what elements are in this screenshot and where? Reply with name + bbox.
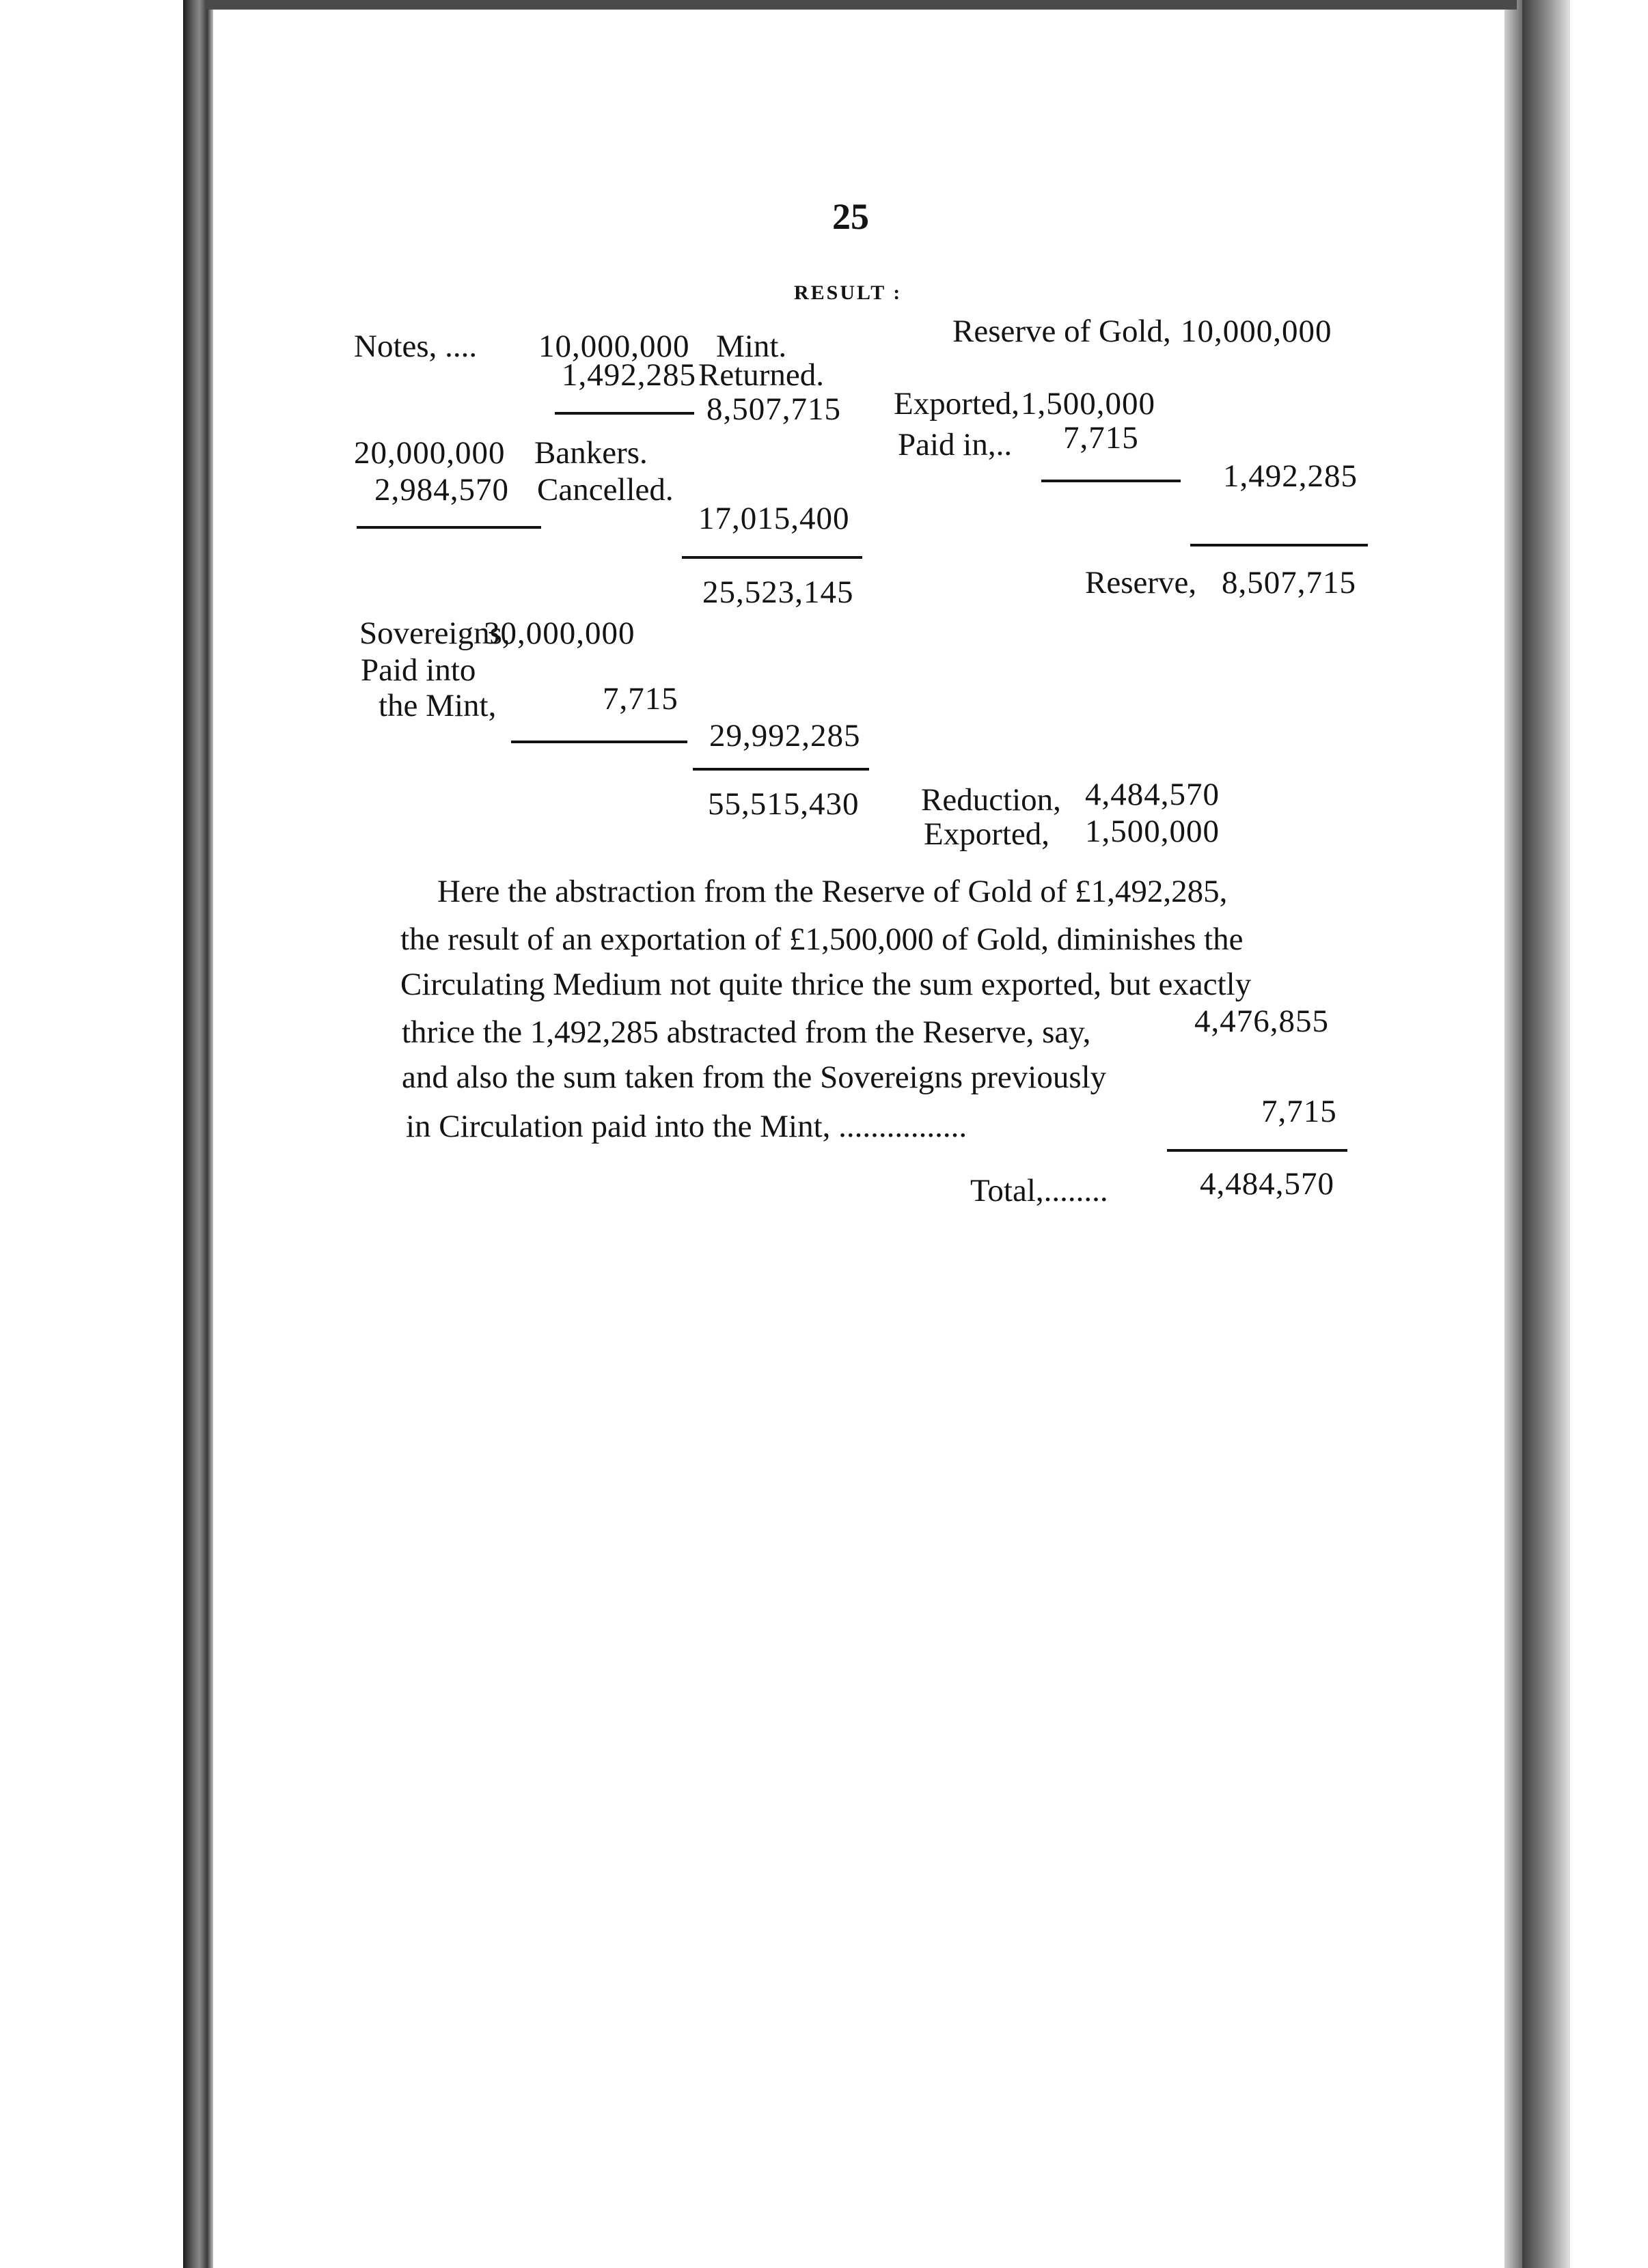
paragraph-line-2: the result of an exportation of £1,500,000 of Gold, diminishes the: [400, 922, 1244, 957]
grand-total: 55,515,430: [708, 786, 860, 822]
paragraph-line-6-amount: 7,715: [1261, 1094, 1337, 1129]
page-number: 25: [832, 196, 869, 237]
cancelled-amount: 2,984,570: [374, 472, 509, 508]
final-exported-label: Exported,: [924, 816, 1050, 852]
rule-subtotal: [682, 556, 862, 559]
abstraction-amount: 1,492,285: [1223, 458, 1358, 494]
returned-amount: 1,492,285: [562, 357, 696, 393]
paid-in-label: Paid in,..: [898, 427, 1013, 462]
returned-label: Returned.: [698, 357, 825, 393]
sovereigns-net: 29,992,285: [709, 718, 861, 753]
bankers-net: 17,015,400: [698, 501, 850, 536]
rule-exported: [1041, 480, 1181, 482]
reserve-result-amount: 8,507,715: [1222, 565, 1356, 600]
rule-sovereigns: [511, 741, 687, 743]
sovereigns-label: Sovereigns,: [359, 616, 510, 651]
reserve-result-label: Reserve,: [1085, 565, 1197, 600]
result-heading: RESULT :: [794, 281, 903, 304]
notes-amount: 10,000,000: [538, 329, 690, 364]
paid-in-amount: 7,715: [1063, 420, 1139, 456]
final-exported-amount: 1,500,000: [1085, 814, 1220, 849]
total-label: Total,........: [970, 1173, 1108, 1208]
exported-label: Exported,: [894, 386, 1020, 421]
right-page-shadow: [1522, 0, 1570, 2268]
rule-reserve: [1190, 544, 1368, 547]
rule-total: [1167, 1149, 1347, 1152]
paragraph-line-1: Here the abstraction from the Reserve of Gold of £1,492,285,: [437, 874, 1228, 909]
sovereigns-amount: 30,000,000: [484, 616, 635, 651]
paragraph-line-4: thrice the 1,492,285 abstracted from the Reserve, say,: [402, 1014, 1091, 1050]
rule-bankers: [357, 526, 541, 529]
notes-source: Mint.: [716, 329, 787, 364]
paragraph-line-6: in Circulation paid into the Mint, ................: [406, 1109, 967, 1144]
paid-into-label: Paid into: [361, 652, 476, 688]
bankers-label: Bankers.: [534, 435, 648, 471]
total-amount: 4,484,570: [1200, 1166, 1334, 1202]
notes-net: 8,507,715: [706, 391, 841, 427]
paragraph-line-4-amount: 4,476,855: [1194, 1004, 1329, 1039]
reduction-label: Reduction,: [921, 782, 1061, 818]
the-mint-label: the Mint,: [379, 688, 497, 723]
cancelled-label: Cancelled.: [537, 472, 674, 508]
paid-amount: 7,715: [603, 681, 678, 717]
bankers-amount: 20,000,000: [354, 435, 506, 471]
exported-amount: 1,500,000: [1021, 386, 1155, 421]
top-edge: [205, 0, 1517, 10]
reserve-amount: 10,000,000: [1181, 314, 1332, 349]
notes-total: 25,523,145: [702, 575, 854, 610]
paragraph-line-3: Circulating Medium not quite thrice the sum exported, but exactly: [400, 967, 1252, 1002]
rule-grand-total: [693, 768, 869, 771]
reserve-label: Reserve of Gold,: [952, 314, 1171, 349]
reduction-amount: 4,484,570: [1085, 777, 1220, 812]
book-gutter: [183, 0, 213, 2268]
right-page-edge: [1505, 0, 1522, 2268]
notes-label: Notes, ....: [354, 329, 478, 364]
rule-notes: [555, 412, 694, 415]
left-page-margin: [0, 0, 183, 2268]
scan-margin: [1570, 0, 1648, 2268]
paragraph-line-5: and also the sum taken from the Sovereigns previously: [402, 1060, 1107, 1095]
